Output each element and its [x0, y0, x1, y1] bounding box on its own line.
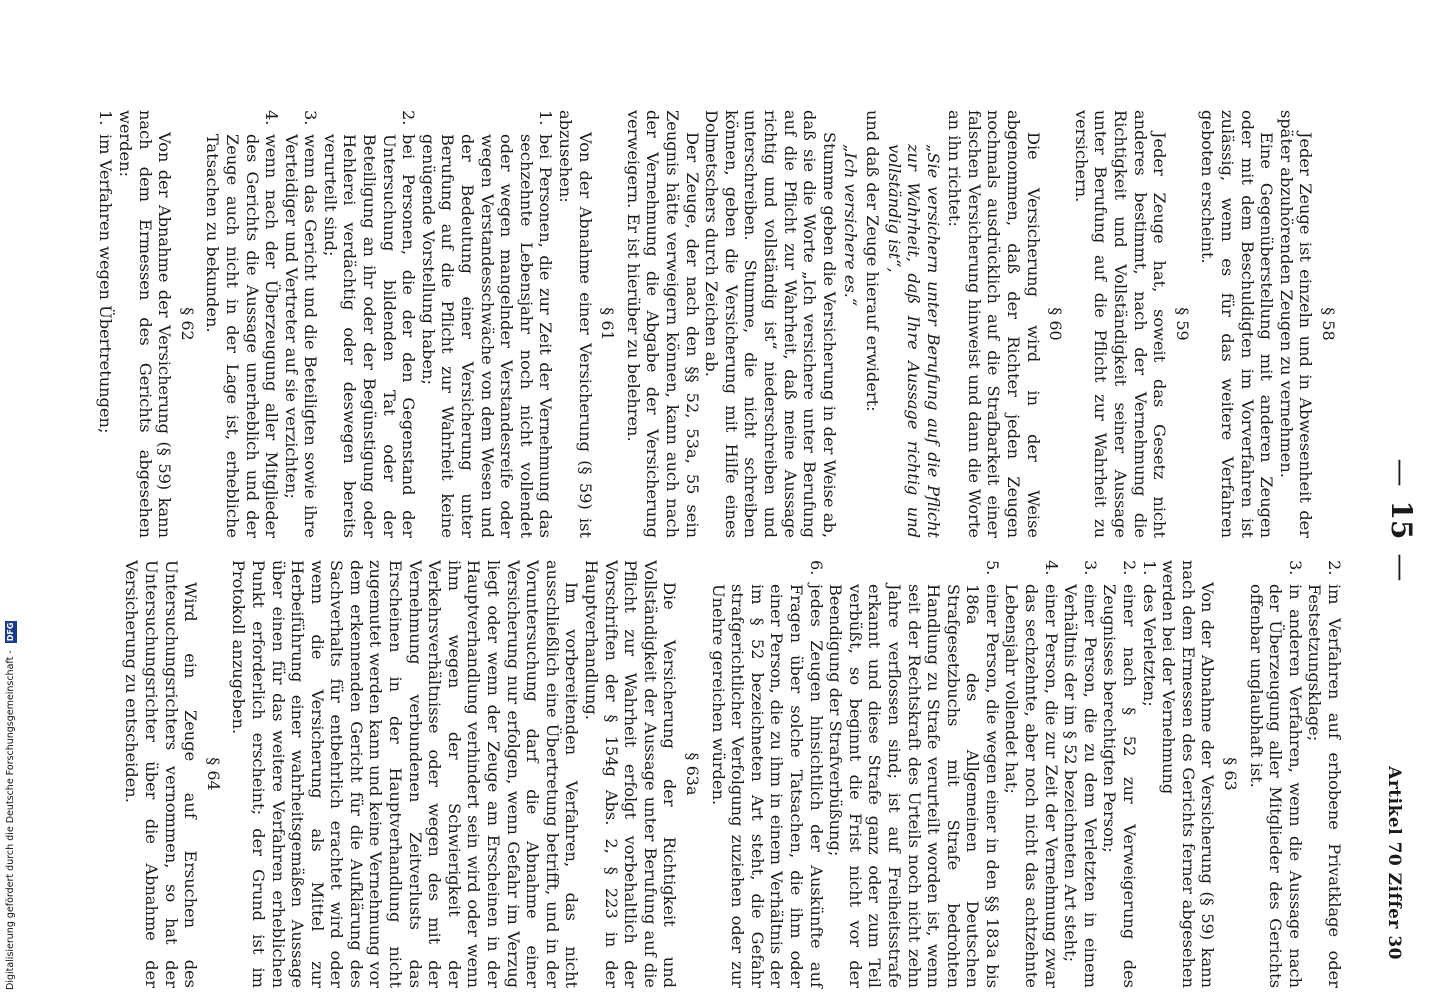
paragraph: Der Zeuge, der nach den §§ 52, 53a, 55 sein Zeugnis hätte verweigern können, kann auch nach der Vernehmung die Abgabe der Versicherung verweigern. Er ist hierüber zu belehren.: [623, 110, 702, 538]
list-item: 4. einer Person, die zur Zeit der Vernehmung zwar das sechzehnte, aber noch nicht das achtzehnte Lebensjahr vollendet hat;: [1002, 560, 1061, 988]
section-heading-58: § 58: [1319, 307, 1338, 341]
list-item: 2. einer nach § 52 zur Verweigerung des Zeugnisses berechtigten Person;: [1100, 560, 1140, 988]
list-item: 3. wenn das Gericht und die Beteiligten sowie ihre Verteidiger und Vertreter auf sie verzichten;: [281, 110, 321, 538]
list-63: [708, 560, 1159, 988]
paragraph: Von der Abnahme der Versicherung (§ 59) kann nach dem Ermessen des Gerichts ferner abgesehen werden bei der Vernehmung: [1159, 560, 1218, 988]
list-item: 1. bei Personen, die zur Zeit der Vernehmung das sechzehnte Lebensjahr noch nicht vollendet oder wegen mangelnder Verstandesreife oder wegen Verstandesschwäche von dem Wesen und der Bedeutung einer Versicherung unter Berufung auf die Pflicht zur Wahrheit keine genügende Vorstellung haben;: [418, 110, 556, 538]
paragraph: Eine Gegenüberstellung mit anderen Zeugen oder mit dem Beschuldigten im Vorverfahren ist zulässig, wenn es für das weitere Verfahren geboten erscheint.: [1198, 110, 1277, 538]
paragraph: Jeder Zeuge ist einzeln und in Abwesenheit der später abzuhörenden Zeugen zu vernehmen.: [1276, 110, 1316, 538]
page-header: [1362, 80, 1422, 960]
left-column: [96, 110, 1344, 538]
list-item: 3. in anderen Verfahren, wenn die Aussage nach der Überzeugung aller Mitglieder des Gerichts offenbar unglaubhaft ist.: [1246, 560, 1305, 988]
list-61: [203, 110, 556, 538]
page-number-line: —15—: [1385, 458, 1418, 582]
oath-response: „Ich versichere es.“: [841, 144, 861, 307]
list-62: [96, 110, 116, 538]
dfg-logo: DFG: [5, 622, 15, 642]
paragraph: Jeder Zeuge hat, soweit das Gesetz nicht anderes bestimmt, nach der Vernehmung die Richtigkeit und Vollständigkeit seiner Aussage unter Berufung auf die Pflicht zur Wahrheit zu versichern.: [1071, 110, 1170, 538]
list-item: 4. wenn nach der Überzeugung aller Mitglieder des Gerichts die Aussage unerheblich und der Zeuge auch nicht in der Lage ist, erhebliche Tatsachen zu bekunden.: [203, 110, 282, 538]
list-item: 1. des Verletzten;: [1139, 560, 1159, 707]
section-heading-64: § 64: [203, 757, 223, 791]
list-item: 3. einer Person, die zu dem Verletzten in einem Verhältnis der im § 52 bezeichneten Art steht;: [1061, 560, 1100, 988]
oath-formula: „Sie versichern unter Berufung auf die Pflicht zur Wahrheit, daß Ihre Aussage richtig und vollständig ist“,: [884, 144, 943, 538]
list-62-continued: [1246, 560, 1344, 988]
paragraph: Von der Abnahme der Versicherung (§ 59) kann nach dem Ermessen des Gerichts abgesehen werden:: [115, 110, 175, 538]
right-column: [122, 560, 1344, 988]
section-heading-60: § 60: [1046, 307, 1066, 341]
section-heading-59: § 59: [1172, 307, 1192, 341]
list-item: 2. im Verfahren auf erhobene Privatklage oder Festsetzungsklage;: [1305, 560, 1344, 988]
paragraph: und daß der Zeuge hierauf erwidert:: [862, 110, 882, 412]
paragraph: Von der Abnahme einer Versicherung (§ 59) ist abzusehen:: [556, 110, 595, 538]
list-item: 2. bei Personen, die der den Gegenstand der Untersuchung bildenden Tat oder der Beteiligung an ihr oder der Begünstigung oder Hehlerei verdächtig oder deswegen bereits verurteilt sind;: [320, 110, 419, 538]
paragraph: Stumme geben die Versicherung in der Weise ab, daß sie die Worte „Ich versichere unter Berufung auf die Pflicht zur Wahrheit, daß meine Aussage richtig und vollständig ist“ niederschreiben und unterschreiben. Stumme, die nicht schreiben können, geben die Versicherung mit Hilfe eines Dolmetschers durch Zeichen ab.: [702, 110, 839, 538]
paragraph: Wird ein Zeuge auf Ersuchen des Untersuchungsrichters vernommen, so hat der Untersuchungsrichter über die Abnahme der Versicherung zu entscheiden.: [122, 560, 201, 988]
running-head: Artikel 70 Ziffer 30: [1384, 766, 1404, 960]
list-item: 1. im Verfahren wegen Übertretungen;: [96, 110, 116, 434]
section-heading-61: § 61: [598, 307, 618, 341]
list-item: 6. jedes Zeugen hinsichtlich der Auskünfte auf Fragen über solche Tatsachen, die ihm oder einer Person, die zu ihm in einem Verhältnis der im § 52 bezeichneten Art steht, die Gefahr strafgerichtlicher Verfolgung zuziehen oder zur Unehre gereichen würden.: [708, 560, 826, 988]
section-heading-63a: § 63a: [683, 752, 702, 796]
section-heading-63: § 63: [1221, 757, 1241, 791]
paragraph: Die Versicherung der Richtigkeit und Vollständigkeit der Aussage unter Berufung auf die Pflicht zur Wahrheit erfolgt vorbehaltlich der Vorschriften der § 154g Abs. 2, § 223 in der Hauptverhandlung.: [582, 560, 680, 988]
page-number: 15: [1385, 500, 1418, 540]
paragraph: Die Versicherung wird in der Weise abgenommen, daß der Richter jeden Zeugen nochmals ausdrücklich auf die Strafbarkeit einer falschen Versicherung hinweist und dann die Worte an ihn richtet:: [945, 110, 1043, 538]
section-heading-62: § 62: [177, 307, 197, 341]
list-item: 5. einer Person, die wegen einer in den §§ 183a bis 186a des Allgemeinen Deutschen Strafgesetzbuchs mit Strafe bedrohten Handlung zu Strafe verurteilt worden ist, wenn seit der Rechtskraft des Urteils noch nicht zehn Jahre verflossen sind; ist auf Freiheitsstrafe erkannt und diese Strafe ganz oder zum Teil verbüßt, so beginnt die Frist nicht vor der Beendigung der Strafverbüßung;: [826, 560, 1002, 988]
paragraph: Im vorbereitenden Verfahren, das nicht ausschließlich eine Übertretung betrifft, und in der Voruntersuchung darf die Abnahme einer Versicherung nur erfolgen, wenn Gefahr im Verzug liegt oder wenn der Zeuge am Erscheinen in der Hauptverhandlung verhindert sein wird oder wenn ihm wegen der Schwierigkeit der Verkehrsverhältnisse oder wegen des mit der Vernehmung verbundenen Zeitverlusts das Erscheinen in der Hauptverhandlung nicht zugemutet werden kann und keine Vernehmung vor dem erkennenden Gericht für die Aufklärung des Sachverhalts für entbehrlich erachtet wird oder wenn die Versicherung als Mittel zur Herbeiführung einer wahrheitsgemäßen Aussage über einen für das weitere Verfahren erheblichen Punkt erforderlich erscheint; der Grund ist im Protokoll anzugeben.: [229, 560, 582, 988]
credit-text: Digitalisierung gefördert durch die Deutsche Forschungsgemeinschaft -: [5, 650, 16, 990]
